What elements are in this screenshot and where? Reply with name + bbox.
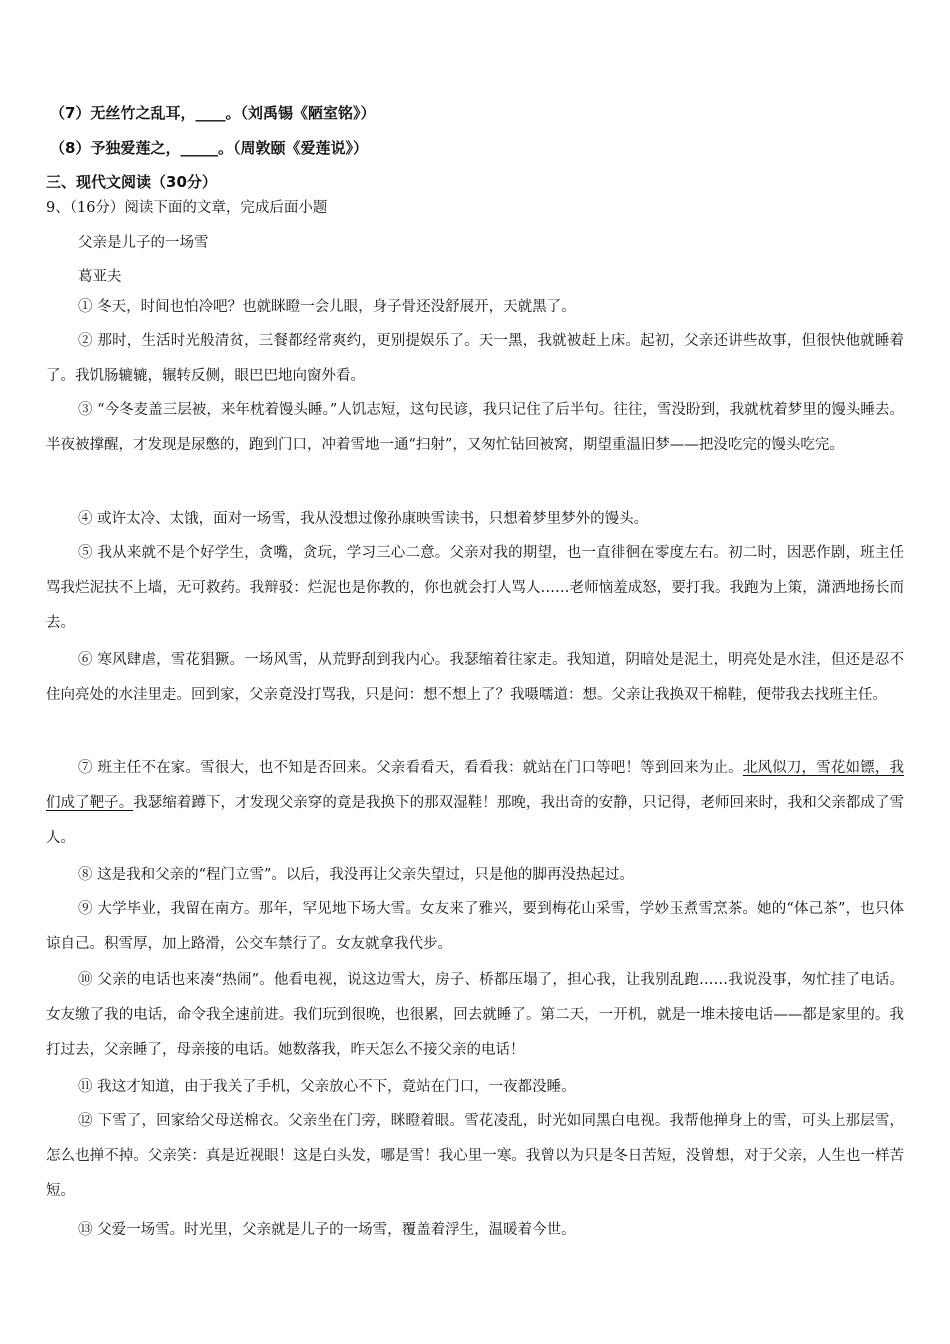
question-line: 9、（16分）阅读下面的文章，完成后面小题	[46, 200, 328, 216]
paragraph-5: ⑤ 我从来就不是个好学生，贪嘴，贪玩，学习三心二意。父亲对我的期望，也一直徘徊在零度左右。初二时，因恶作剧，班主任骂我烂泥扶不上墙，无可救药。我辩驳：烂泥也是你教的，你也就会打人骂人……老师恼羞成怒，要打我。我跑为上策，潇洒地扬长而去。	[46, 545, 904, 631]
paragraph-11: ⑪ 我这才知道，由于我关了手机，父亲放心不下，竟站在门口，一夜都没睡。	[78, 1079, 576, 1095]
paragraph-6: ⑥ 寒风肆虐，雪花猖獗。一场风雪，从荒野刮到我内心。我瑟缩着往家走。我知道，阴暗处是泥土，明亮处是水洼，但还是忍不住向亮处的水洼里走。回到家，父亲竟没打骂我，只是问：想不想上了？我嗫嚅道：想。父亲让我换双干棉鞋，便带我去找班主任。	[46, 652, 904, 703]
section-title: 三、现代文阅读（30分）	[46, 173, 217, 191]
underlined-sentence: 北风似刀，雪花如镖，我们成了靶子。	[46, 760, 905, 811]
paragraph-10: ⑩ 父亲的电话也来凑“热闹”。他看电视，说这边雪大，房子、桥都压塌了，担心我，让我别乱跑……我说没事，匆忙挂了电话。女友缴了我的电话，命令我全速前进。我们玩到很晚，也很累，回去就睡了。第二天，一开机，就是一堆未接电话——都是家里的。我打过去，父亲睡了，母亲接的电话。她数落我，昨天怎么不接父亲的电话！	[46, 972, 904, 1058]
article-author: 葛亚夫	[78, 269, 122, 285]
paragraph-7-part-b: 我瑟缩着蹲下，才发现父亲穿的竟是我换下的那双湿鞋！那晚，我出奇的安静，只记得，老师回来时，我和父亲都成了雪人。	[46, 795, 905, 846]
paragraph-7-part-a: ⑦ 班主任不在家。雪很大，也不知是否回来。父亲看看天，看看我：就站在门口等吧！等到回来为止。	[78, 760, 743, 776]
paragraph-4: ④ 或许太冷、太饿，面对一场雪，我从没想过像孙康映雪读书，只想着梦里梦外的馒头。	[78, 511, 649, 527]
fill-item-7: （7）无丝竹之乱耳，____。（刘禹锡《陋室铭》）	[50, 104, 376, 122]
paragraph-7	[46, 751, 904, 856]
fill-item-8: （8）予独爱莲之，_____。（周敦颐《爱莲说》）	[50, 139, 368, 157]
paragraph-9: ⑨ 大学毕业，我留在南方。那年，罕见地下场大雪。女友来了雅兴，要到梅花山采雪，学妙玉煮雪烹茶。她的“体己茶”，也只体谅自己。积雪厚，加上路滑，公交车禁行了。女友就拿我代步。	[46, 901, 904, 952]
paragraph-13: ⑬ 父爱一场雪。时光里，父亲就是儿子的一场雪，覆盖着浮生，温暖着今世。	[78, 1222, 576, 1238]
paragraph-1: ① 冬天，时间也怕冷吧？也就眯瞪一会儿眼，身子骨还没舒展开，天就黑了。	[78, 299, 576, 315]
article-title: 父亲是儿子的一场雪	[78, 235, 209, 251]
paragraph-2: ② 那时，生活时光般清贫，三餐都经常爽约，更别提娱乐了。天一黑，我就被赶上床。起初，父亲还讲些故事，但很快他就睡着了。我饥肠辘辘，辗转反侧，眼巴巴地向窗外看。	[46, 333, 904, 384]
paragraph-8: ⑧ 这是我和父亲的“程门立雪”。以后，我没再让父亲失望过，只是他的脚再没热起过。	[78, 867, 634, 883]
paragraph-12: ⑫ 下雪了，回家给父母送棉衣。父亲坐在门旁，眯瞪着眼。雪花凌乱，时光如同黑白电视。我帮他掸身上的雪，可头上那层雪，怎么也掸不掉。父亲笑：真是近视眼！这是白头发，哪是雪！我心里一寒。我曾以为只是冬日苦短，没曾想，对于父亲，人生也一样苦短。	[46, 1113, 904, 1199]
paragraph-3: ③ “今冬麦盖三层被，来年枕着馒头睡。”人饥志短，这句民谚，我只记住了后半句。往往，雪没盼到，我就枕着梦里的馒头睡去。半夜被撑醒，才发现是尿憋的，跑到门口，冲着雪地一通“扫射”，又匆忙钻回被窝，期望重温旧梦——把没吃完的馒头吃完。	[46, 402, 904, 453]
